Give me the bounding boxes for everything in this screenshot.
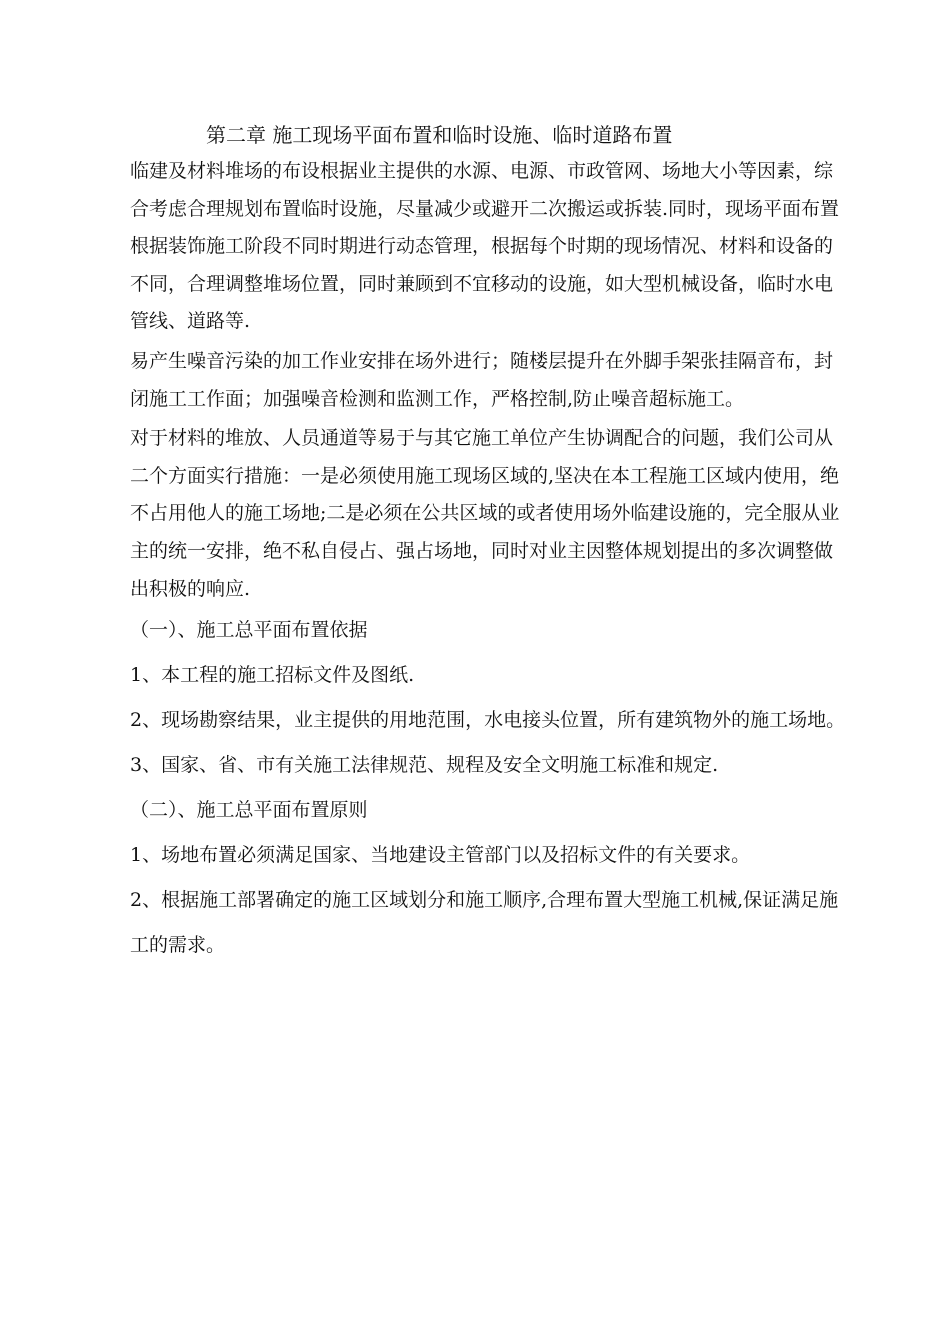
paragraph-noise-control: 易产生噪音污染的加工作业安排在场外进行；随楼层提升在外脚手架张挂隔音布，封闭施工工作面；加强噪音检测和监测工作，严格控制,防止噪音超标施工。 bbox=[130, 349, 834, 410]
list-item: 1、本工程的施工招标文件及图纸. bbox=[130, 664, 415, 687]
paragraph-site-layout: 临建及材料堆场的布设根据业主提供的水源、电源、市政管网、场地大小等因素，综合考虑合理规划布置临时设施，尽量减少或避开二次搬运或拆装.同时，现场平面布置根据装饰施工阶段不同时期进行动态管理，根据每个时期的现场情况、材料和设备的不同，合理调整堆场位置，同时兼顾到不宜移动的设施，如大型机械设备，临时水电管线、道路等. bbox=[130, 160, 840, 333]
section-heading-principles: （二）、施工总平面布置原则 bbox=[130, 799, 368, 822]
list-item: 2、现场勘察结果，业主提供的用地范围，水电接头位置，所有建筑物外的施工场地。 bbox=[130, 709, 846, 732]
list-item: 2、根据施工部署确定的施工区域划分和施工顺序,合理布置大型施工机械,保证满足施工的需求。 bbox=[130, 889, 839, 957]
paragraph-coordination: 对于材料的堆放、人员通道等易于与其它施工单位产生协调配合的问题，我们公司从二个方面实行措施：一是必须使用施工现场区域的,坚决在本工程施工区域内使用，绝不占用他人的施工场地;二是必须在公共区域的或者使用场外临建设施的，完全服从业主的统一安排，绝不私自侵占、强占场地，同时对业主因整体规划提出的多次调整做出积极的响应. bbox=[130, 427, 840, 600]
list-item: 3、国家、省、市有关施工法律规范、规程及安全文明施工标准和规定. bbox=[130, 754, 719, 777]
document-body bbox=[130, 117, 850, 968]
section-heading-basis: （一）、施工总平面布置依据 bbox=[130, 619, 368, 642]
chapter-title: 第二章 施工现场平面布置和临时设施、临时道路布置 bbox=[206, 123, 673, 147]
list-item: 1、场地布置必须满足国家、当地建设主管部门以及招标文件的有关要求。 bbox=[130, 844, 751, 867]
